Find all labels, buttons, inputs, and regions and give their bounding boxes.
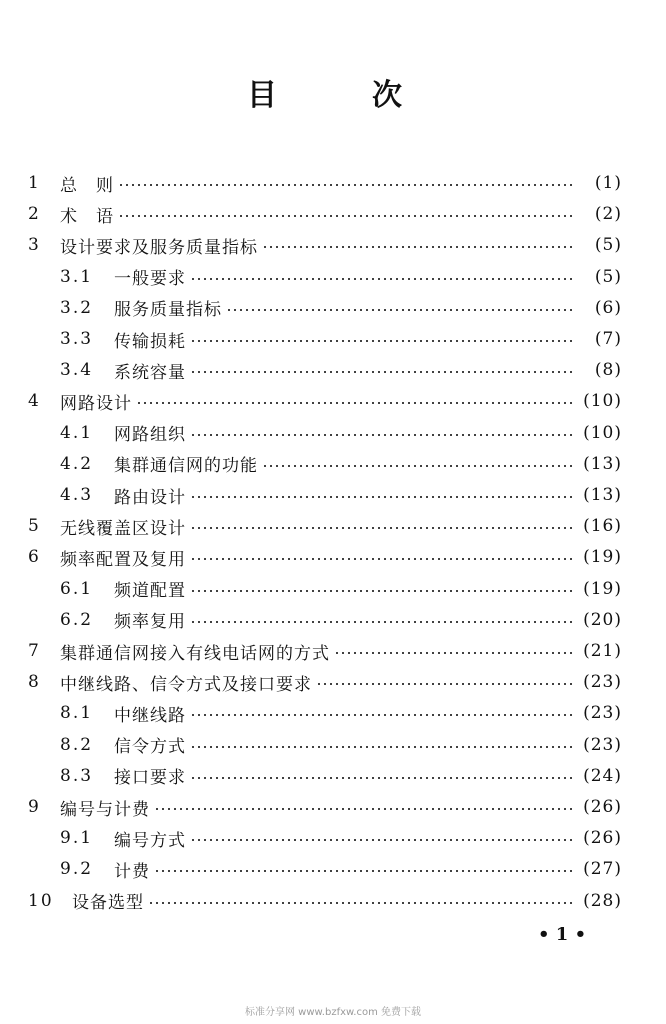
toc-entry[interactable] — [0, 541, 666, 573]
toc-leader-dots — [262, 246, 572, 248]
toc-entry-number: 2 — [28, 204, 41, 225]
toc-entry-number: 9.1 — [60, 828, 94, 849]
toc-leader-dots — [226, 309, 572, 311]
toc-entry-number: 3.3 — [60, 329, 94, 349]
toc-entry-page: (5) — [594, 266, 622, 287]
toc-entry-number: 4.3 — [60, 485, 94, 505]
toc-entry-page: (27) — [583, 859, 622, 880]
toc-entry-number: 5 — [28, 516, 41, 537]
toc-entry[interactable] — [0, 229, 666, 261]
toc-entry-number: 8.2 — [60, 734, 94, 755]
toc-entry[interactable] — [0, 448, 666, 480]
toc-entry-page: (13) — [583, 453, 622, 474]
toc-entry-title: 系统容量 — [114, 362, 186, 383]
toc-entry-title: 总 则 — [60, 175, 114, 196]
toc-entry[interactable] — [0, 729, 666, 761]
toc-leader-dots — [190, 371, 572, 373]
toc-entry-number: 6.1 — [60, 578, 94, 599]
toc-entry[interactable] — [0, 791, 666, 823]
toc-entry-title: 服务质量指标 — [114, 300, 222, 321]
toc-entry-number: 6.2 — [60, 609, 94, 630]
toc-entry[interactable] — [0, 261, 666, 293]
toc-leader-dots — [190, 558, 572, 560]
toc-entry-number: 9 — [28, 797, 41, 817]
toc-entry-title: 路由设计 — [114, 487, 186, 508]
toc-leader-dots — [262, 465, 572, 467]
title-char-1: 目 — [247, 78, 277, 113]
toc-entry-page: (1) — [594, 173, 622, 193]
toc-entry-title: 频率配置及复用 — [60, 549, 186, 570]
toc-entry-title: 计费 — [114, 861, 150, 882]
toc-leader-dots — [190, 434, 572, 436]
toc-entry-title: 一般要求 — [114, 269, 186, 290]
toc-entry-number: 3.2 — [60, 297, 94, 318]
toc-entry-title: 集群通信网接入有线电话网的方式 — [60, 643, 330, 664]
toc-entry-page: (24) — [583, 765, 622, 786]
toc-entry[interactable] — [0, 354, 666, 386]
toc-entry-page: (23) — [583, 672, 622, 693]
toc-entry-title: 中继线路 — [114, 705, 186, 726]
toc-entry[interactable] — [0, 417, 666, 449]
toc-entry-title: 网路组织 — [114, 425, 186, 446]
toc-entry-number: 3.1 — [60, 266, 94, 287]
toc-entry-page: (21) — [583, 641, 622, 661]
toc-leader-dots — [148, 902, 572, 904]
title-char-2: 次 — [372, 78, 402, 113]
toc-leader-dots — [118, 184, 572, 186]
toc-entry-page: (16) — [583, 516, 622, 537]
toc-entry[interactable] — [0, 635, 666, 667]
toc-entry-title: 传输损耗 — [114, 331, 186, 352]
toc-entry[interactable] — [0, 760, 666, 792]
toc-entry-title: 频道配置 — [114, 581, 186, 602]
toc-entry-title: 接口要求 — [114, 768, 186, 789]
toc-entry-title: 无线覆盖区设计 — [60, 518, 186, 539]
toc-entry-number: 7 — [28, 641, 41, 661]
toc-entry-number: 4.2 — [60, 453, 94, 474]
toc-entry-page: (6) — [594, 297, 622, 318]
toc-entry-title: 信令方式 — [114, 737, 186, 758]
toc-entry-page: (26) — [583, 828, 622, 849]
toc-leader-dots — [154, 870, 572, 872]
toc-entry-title: 设计要求及服务质量指标 — [60, 237, 258, 258]
toc-entry[interactable] — [0, 885, 666, 917]
toc-entry-number: 6 — [28, 547, 41, 568]
toc-entry-page: (28) — [583, 890, 622, 911]
toc-entry-page: (26) — [583, 797, 622, 817]
toc-leader-dots — [118, 215, 572, 217]
toc-leader-dots — [190, 621, 572, 623]
toc-entry[interactable] — [0, 198, 666, 230]
toc-entry[interactable] — [0, 853, 666, 885]
toc-entry-number: 3.4 — [60, 360, 94, 381]
toc-entry-title: 频率复用 — [114, 612, 186, 633]
toc-entry[interactable] — [0, 167, 666, 199]
toc-entry[interactable] — [0, 604, 666, 636]
toc-entry[interactable] — [0, 510, 666, 542]
toc-entry-page: (10) — [583, 391, 622, 412]
toc-entry-page: (23) — [583, 734, 622, 755]
toc-entry-number: 9.2 — [60, 859, 94, 880]
toc-leader-dots — [136, 402, 572, 404]
footer-watermark-text: 标准分享网 www.bzfxw.com 免费下载 — [245, 1007, 421, 1018]
toc-entry-page: (7) — [594, 329, 622, 349]
toc-entry-title: 术 语 — [60, 206, 114, 227]
toc-entry-page: (19) — [583, 578, 622, 599]
toc-leader-dots — [190, 278, 572, 280]
toc-entry[interactable] — [0, 822, 666, 854]
toc-entry-title: 设备选型 — [72, 893, 144, 914]
toc-entry-page: (10) — [583, 422, 622, 443]
toc-leader-dots — [316, 683, 572, 685]
toc-entry-title: 集群通信网的功能 — [114, 456, 258, 477]
toc-entry-number: 1 — [28, 173, 41, 193]
toc-entry-title: 网路设计 — [60, 393, 132, 414]
toc-entry[interactable] — [0, 697, 666, 729]
toc-entry-page: (20) — [583, 609, 622, 630]
toc-leader-dots — [190, 839, 572, 841]
toc-entry-number: 10 — [28, 890, 54, 911]
toc-entry[interactable] — [0, 479, 666, 511]
toc-leader-dots — [190, 746, 572, 748]
toc-entry[interactable] — [0, 573, 666, 605]
toc-entry[interactable] — [0, 385, 666, 417]
toc-leader-dots — [190, 527, 572, 529]
toc-entry[interactable] — [0, 666, 666, 698]
toc-entry-number: 8.1 — [60, 703, 94, 724]
toc-entry-title: 中继线路、信令方式及接口要求 — [60, 674, 312, 695]
toc-entry-number: 3 — [28, 235, 41, 256]
toc-entry-title: 编号与计费 — [60, 799, 150, 820]
toc-entry-page: (5) — [594, 235, 622, 256]
toc-entry-number: 4.1 — [60, 422, 94, 443]
toc-entry[interactable] — [0, 292, 666, 324]
toc-entry-page: (13) — [583, 485, 622, 505]
toc-leader-dots — [190, 340, 572, 342]
toc-leader-dots — [190, 496, 572, 498]
toc-leader-dots — [334, 652, 572, 654]
toc-entry-page: (8) — [594, 360, 622, 381]
toc-leader-dots — [190, 777, 572, 779]
toc-leader-dots — [190, 714, 572, 716]
toc-leader-dots — [190, 590, 572, 592]
toc-leader-dots — [154, 808, 572, 810]
toc-entry-page: (23) — [583, 703, 622, 724]
toc-entry-page: (2) — [594, 204, 622, 225]
toc-entry-number: 8 — [28, 672, 41, 693]
toc-entry-number: 8.3 — [60, 765, 94, 786]
toc-entry-page: (19) — [583, 547, 622, 568]
page-title — [0, 70, 666, 113]
toc-entry-title: 编号方式 — [114, 830, 186, 851]
page-number: • 1 • — [538, 924, 587, 945]
toc-entry-number: 4 — [28, 391, 41, 412]
toc-entry[interactable] — [0, 323, 666, 355]
